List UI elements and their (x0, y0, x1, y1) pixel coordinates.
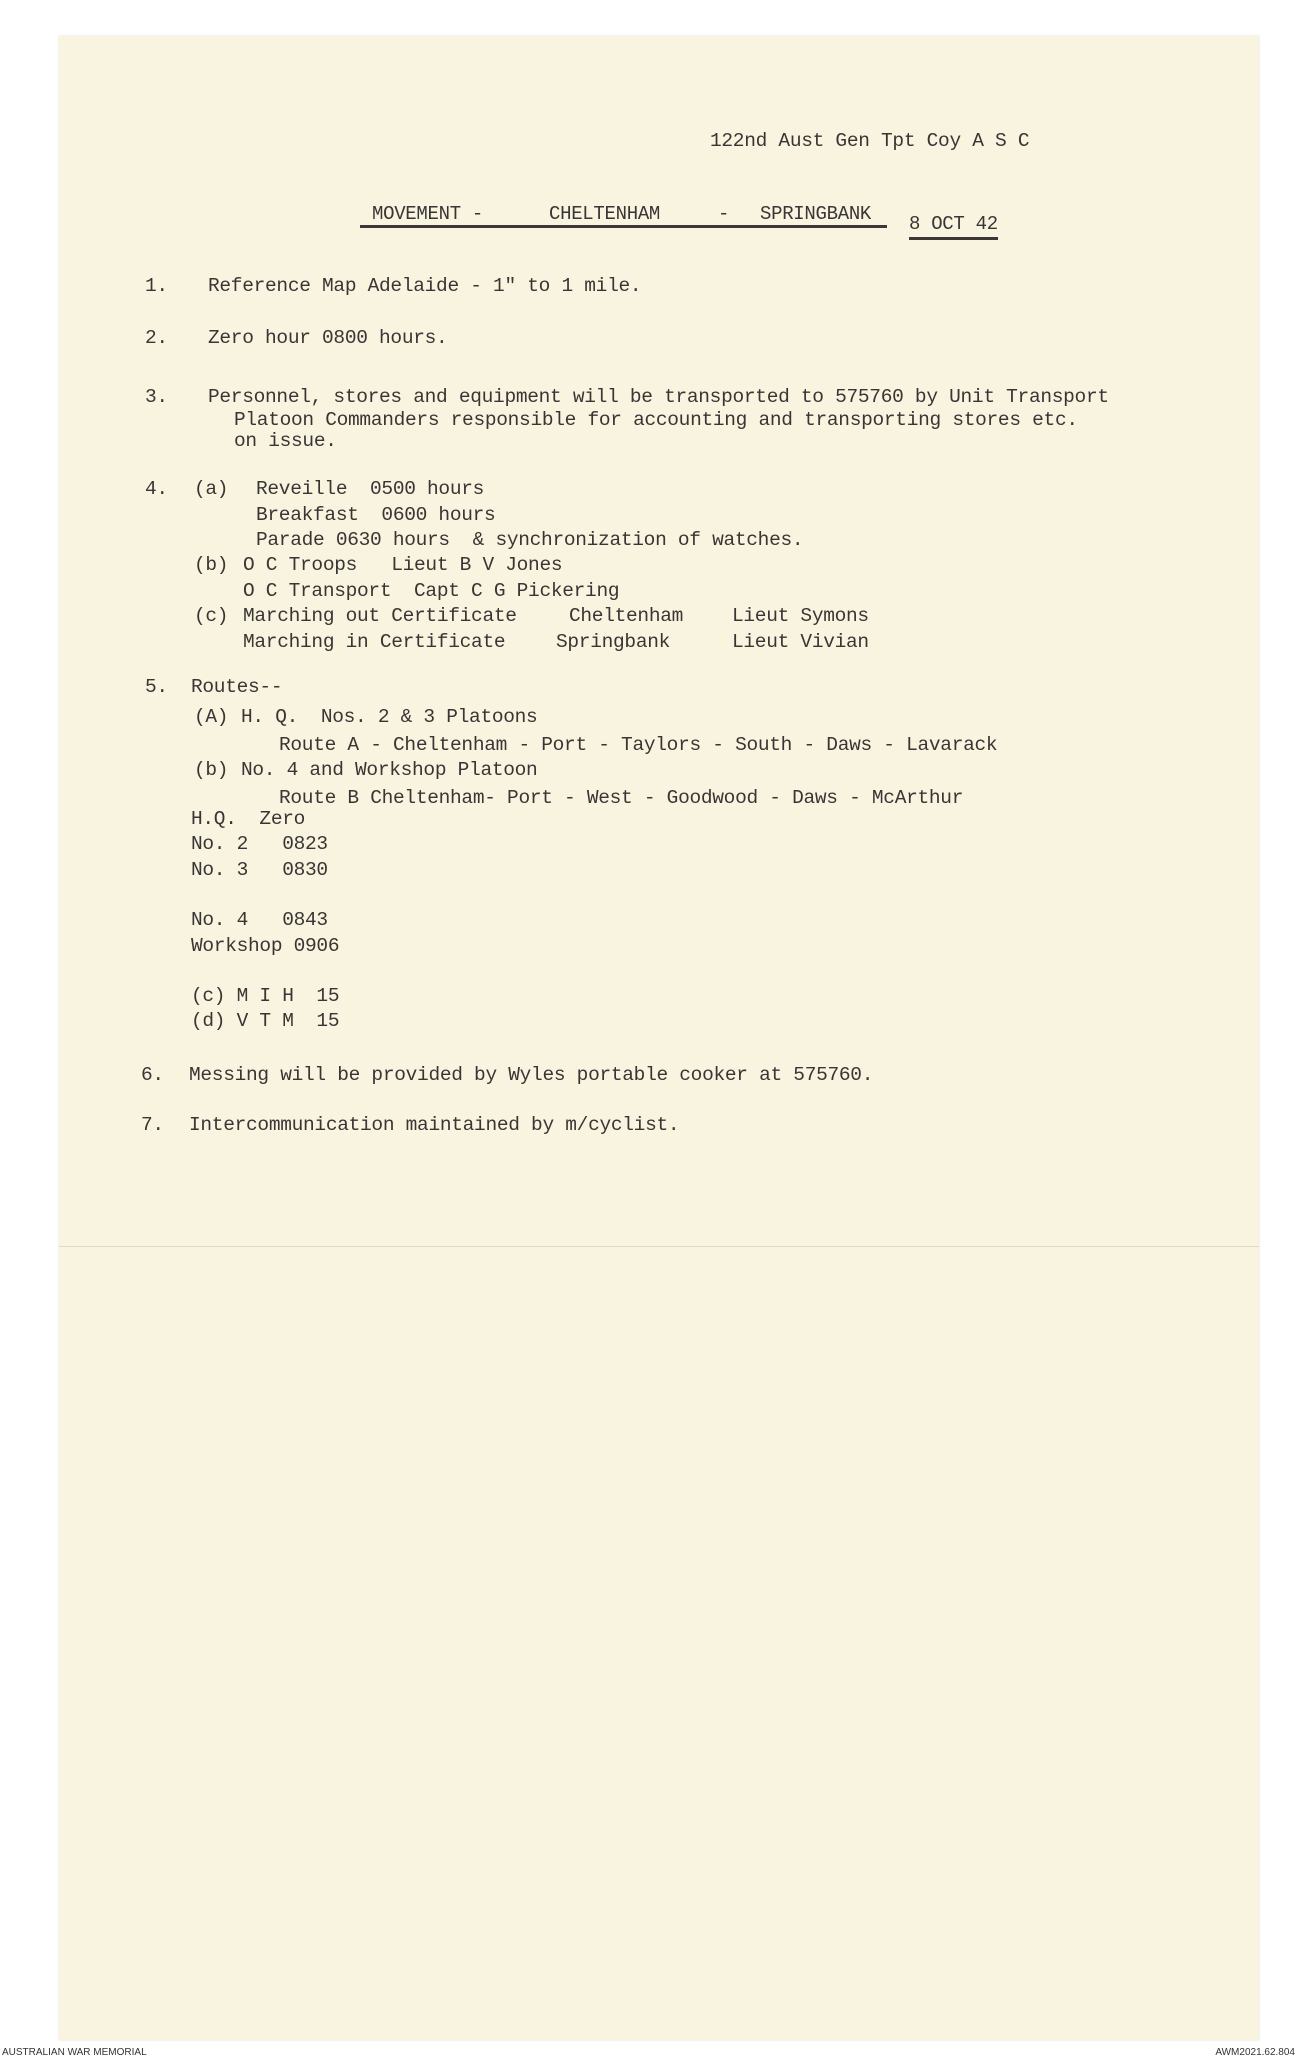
march-in-officer: Lieut Vivian (732, 631, 869, 653)
march-in: Marching in Certificate (243, 631, 506, 653)
title-movement: MOVEMENT - (372, 203, 484, 225)
no4-workshop: No. 4 and Workshop Platoon (241, 759, 538, 781)
march-in-place: Springbank (556, 631, 671, 653)
title-from: CHELTENHAM (549, 203, 661, 225)
start-time: Workshop 0906 (191, 935, 340, 957)
vtm: (d) V T M 15 (191, 1010, 340, 1032)
routes-heading: Routes-- (191, 676, 283, 698)
item-text: on issue. (234, 430, 337, 452)
route-a: Route A - Cheltenham - Port - Taylors - South - Daws - Lavarack (279, 734, 998, 756)
start-time: H.Q. Zero (191, 808, 306, 830)
fold-line (59, 1246, 1259, 1247)
footer-accession: AWM2021.62.804 (1215, 2047, 1295, 2058)
item-text: Zero hour 0800 hours. (208, 327, 448, 349)
sub-label: (c) (194, 605, 229, 627)
oc-transport: O C Transport Capt C G Pickering (243, 580, 620, 602)
parade: Parade 0630 hours & synchronization of watches. (256, 529, 804, 551)
footer-credit: AUSTRALIAN WAR MEMORIAL (2, 2047, 147, 2058)
item-number: 1. (145, 275, 168, 297)
item-number: 3. (145, 386, 168, 408)
item-text: Intercommunication maintained by m/cyclist. (189, 1114, 680, 1136)
item-text: Reference Map Adelaide - 1" to 1 mile. (208, 275, 642, 297)
start-time: No. 3 0830 (191, 859, 328, 881)
sub-label: (A) (194, 706, 229, 728)
march-out: Marching out Certificate (243, 605, 517, 627)
march-out-place: Cheltenham (569, 605, 684, 627)
item-number: 5. (145, 676, 168, 698)
unit-header: 122nd Aust Gen Tpt Coy A S C (710, 130, 1030, 152)
item-number: 6. (141, 1064, 164, 1086)
sub-label: (b) (194, 759, 229, 781)
item-text: Personnel, stores and equipment will be transported to 575760 by Unit Transport (208, 386, 1109, 408)
mih: (c) M I H 15 (191, 985, 340, 1007)
start-time: No. 2 0823 (191, 833, 328, 855)
item-number: 2. (145, 327, 168, 349)
title-dash: - (718, 203, 730, 225)
start-time: No. 4 0843 (191, 909, 328, 931)
item-text: Platoon Commanders responsible for accounting and transporting stores etc. (234, 409, 1078, 431)
route-b: Route B Cheltenham- Port - West - Goodwood - Daws - McArthur (279, 787, 964, 809)
item-text: Messing will be provided by Wyles portable cooker at 575760. (189, 1064, 874, 1086)
sub-label: (b) (194, 554, 229, 576)
item-number: 4. (145, 478, 168, 500)
oc-troops: O C Troops Lieut B V Jones (243, 554, 563, 576)
sub-label: (a) (194, 478, 229, 500)
reveille: Reveille 0500 hours (256, 478, 485, 500)
hq-platoons: H. Q. Nos. 2 & 3 Platoons (241, 706, 538, 728)
title-date: 8 OCT 42 (909, 212, 998, 240)
march-out-officer: Lieut Symons (732, 605, 869, 627)
title-to: SPRINGBANK (760, 203, 872, 225)
item-number: 7. (141, 1114, 164, 1136)
breakfast: Breakfast 0600 hours (256, 504, 496, 526)
